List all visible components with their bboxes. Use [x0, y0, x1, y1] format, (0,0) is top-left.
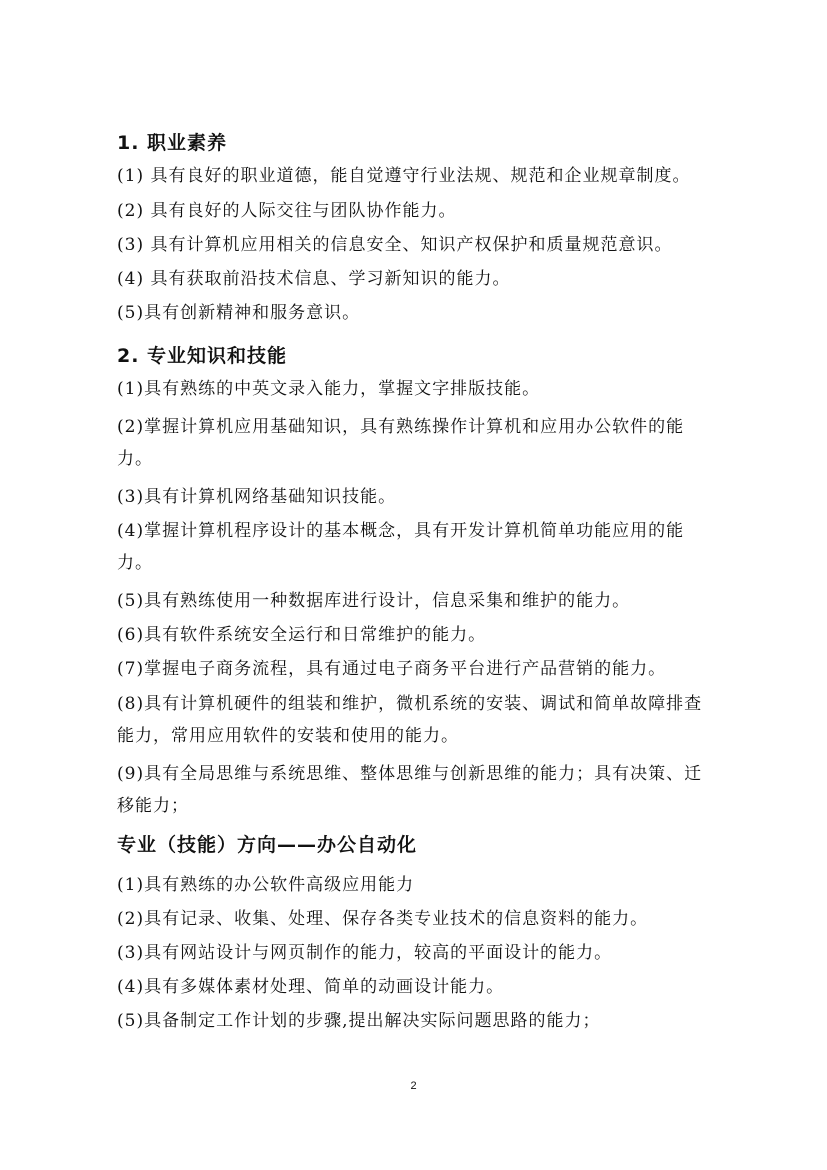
section-heading-knowledge-skills: 2. 专业知识和技能: [117, 345, 288, 367]
list-item: (9)具有全局思维与系统思维、整体思维与创新思维的能力；具有决策、迁移能力；: [117, 764, 703, 816]
list-item: (6)具有软件系统安全运行和日常维护的能力。: [117, 625, 487, 645]
section-heading-office-automation: 专业（技能）方向——办公自动化: [117, 834, 418, 856]
list-item: (3)具有网站设计与网页制作的能力，较高的平面设计的能力。: [117, 943, 613, 963]
list-item: (4)具有多媒体素材处理、简单的动画设计能力。: [117, 977, 505, 997]
list-item: (1) 具有良好的职业道德，能自觉遵守行业法规、规范和企业规章制度。: [117, 166, 691, 186]
page-number: 2: [410, 1080, 417, 1092]
list-item: (1)具有熟练的办公软件高级应用能力: [117, 875, 415, 895]
section-heading-professional-quality: 1. 职业素养: [117, 132, 228, 154]
list-item: (4)掌握计算机程序设计的基本概念，具有开发计算机简单功能应用的能力。: [117, 521, 685, 573]
list-item: (2)具有记录、收集、处理、保存各类专业技术的信息资料的能力。: [117, 909, 649, 929]
list-item: (5)具备制定工作计划的步骤,提出解决实际问题思路的能力；: [117, 1011, 601, 1031]
list-item: (3)具有计算机网络基础知识技能。: [117, 487, 397, 507]
list-item: (5)具有创新精神和服务意识。: [117, 303, 361, 323]
list-item: (4) 具有获取前沿技术信息、学习新知识的能力。: [117, 269, 511, 289]
list-item: (1)具有熟练的中英文录入能力，掌握文字排版技能。: [117, 379, 541, 399]
list-item: (5)具有熟练使用一种数据库进行设计，信息采集和维护的能力。: [117, 591, 631, 611]
list-item: (8)具有计算机硬件的组装和维护，微机系统的安装、调试和简单故障排查能力，常用应用软件的安装和使用的能力。: [117, 694, 703, 746]
list-item: (2)掌握计算机应用基础知识，具有熟练操作计算机和应用办公软件的能力。: [117, 417, 685, 469]
list-item: (2) 具有良好的人际交往与团队协作能力。: [117, 201, 457, 221]
list-item: (3) 具有计算机应用相关的信息安全、知识产权保护和质量规范意识。: [117, 235, 673, 255]
list-item: (7)掌握电子商务流程，具有通过电子商务平台进行产品营销的能力。: [117, 659, 667, 679]
